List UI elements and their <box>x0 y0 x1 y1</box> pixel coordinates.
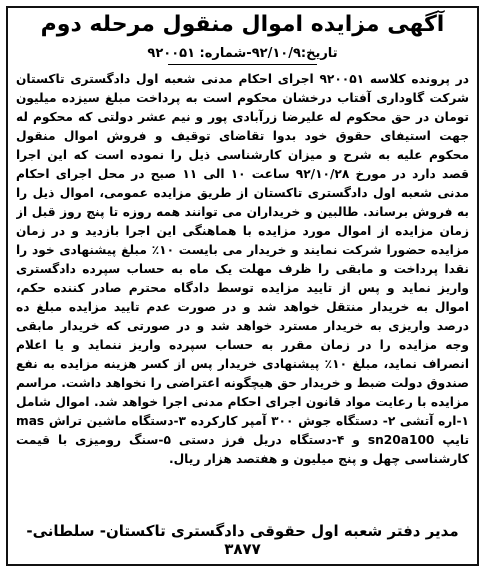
title-divider <box>168 64 317 65</box>
notice-signature: مدیر دفتر شعبه اول حقوقی دادگستری تاکستان- سلطانی- ۳۸۷۷ <box>26 522 459 558</box>
notice-frame <box>6 6 479 566</box>
notice-body: در پرونده کلاسه ۹۲۰۰۵۱ اجرای احکام مدنی شعبه اول دادگستری تاکستان شرکت گاوداری آفتاب درخشان محکوم است به پرداخت مبلغ سیزده میلیون تومان در حق محکوم له علیرضا زرآبادی پور و نیم عشر دولتی که محکوم له جهت استیفای حقوق خود بدوا تقاضای توقیف و فروش اموال منقول محکوم علیه به شرح و میزان کارشناسی ذیل را نموده است که این اجرا قصد دارد در مورخ ۹۲/۱۰/۲۸ ساعت ۱۰ الی ۱۱ صبح در محل اجرای احکام مدنی شعبه اول دادگستری تاکستان از طریق مزایده عمومی، اموال ذیل را به فروش برساند. طالبین و خریداران می توانند همه روزه تا پنج روز قبل از زمان مزایده از اموال مورد مزایده با هماهنگی این اجرا بازدید و در زمان مزایده حضورا شرکت نمایند و خریدار می بایست ۱۰٪ مبلغ پیشنهادی خود را نقدا پرداخت و مابقی را ظرف مهلت یک ماه به حساب سپرده دادگستری واریز نماید و پس از تایید مزایده توسط دادگاه محترم صادر کننده حکم، اموال به خریدار منتقل خواهد شد و در صورت عدم تایید مزایده مبلغ ده درصد واریزی به خریدار مسترد خواهد شد و در صورتی که خریدار مابقی وجه مزایده را در زمان مقرر به حساب سپرده واریز ننماید و یا اعلام انصراف نماید، مبلغ ۱۰٪ پیشنهادی خریدار پس از کسر هزینه مزایده به نفع صندوق دولت ضبط و خریدار حق هیچگونه اعتراضی را نخواهد داشت. مراسم مزایده با رعایت مواد قانون اجرای احکام مدنی اجرا خواهد شد. اموال شامل ۱-اره آتشی ۲- دستگاه جوش ۳۰۰ آمپر کارکرده ۳-دستگاه ماشین تراش mas تایپ sn20a100 و ۴-دستگاه دریل فرز دستی ۵-سنگ رومیزی با قیمت کارشناسی چهل و پنج میلیون و هفتصد هزار ریال. <box>16 72 469 466</box>
notice-dateline: تاریخ:۹۲/۱۰/۹-شماره: ۹۲۰۰۵۱ <box>147 46 338 61</box>
notice-title: آگهی مزایده اموال منقول مرحله دوم <box>40 12 445 37</box>
